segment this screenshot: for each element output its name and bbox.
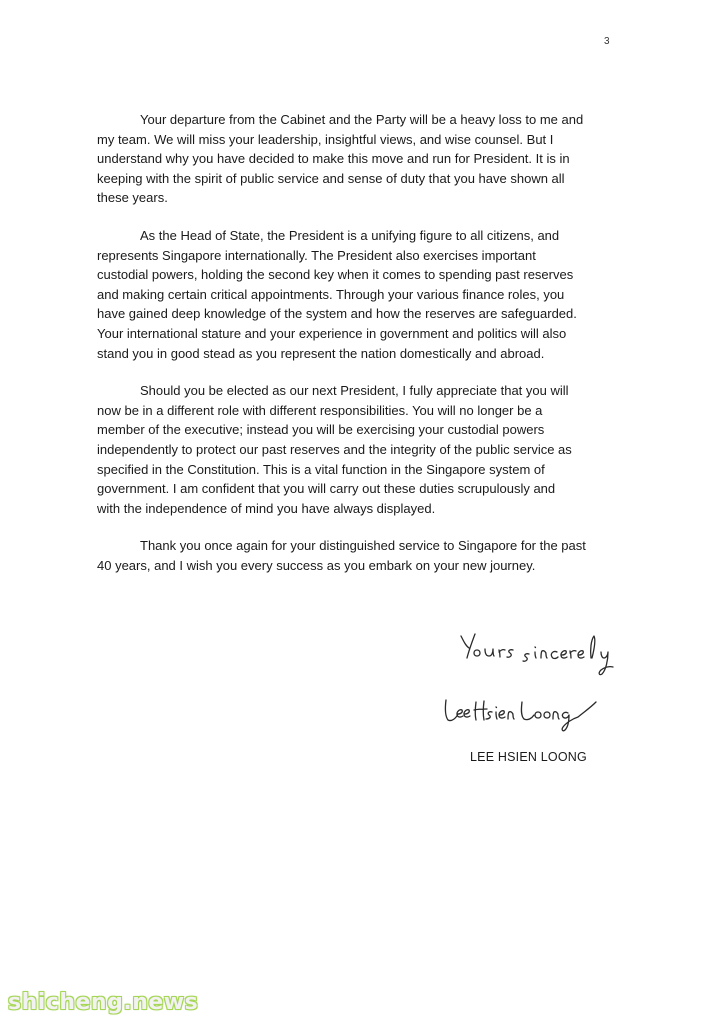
text-line: Your international stature and your experience in government and politics will also bbox=[97, 325, 567, 341]
handwritten-closing bbox=[455, 628, 635, 688]
text-line: Should you be elected as our next President, I fully appreciate that you will bbox=[140, 383, 569, 399]
text-line: my team. We will miss your leadership, insightful views, and wise counsel. But I bbox=[97, 131, 554, 147]
text-line: represents Singapore internationally. The President also exercises important bbox=[97, 247, 536, 263]
text-line: stand you in good stead as you represent the nation domestically and abroad. bbox=[97, 345, 545, 361]
text-line: member of the executive; instead you will be exercising your custodial powers bbox=[97, 422, 545, 438]
paragraph-departure bbox=[97, 110, 642, 208]
text-line: and making certain critical appointments. Through your various finance roles, you bbox=[97, 286, 565, 302]
page-number: 3 bbox=[604, 36, 610, 47]
site-watermark: shicheng.news bbox=[8, 990, 199, 1015]
text-line: custodial powers, holding the second key when it comes to spending past reserves bbox=[97, 267, 574, 283]
text-line: Thank you once again for your distinguished service to Singapore for the past bbox=[140, 538, 586, 554]
text-line: Your departure from the Cabinet and the Party will be a heavy loss to me and bbox=[140, 112, 584, 127]
text-line: government. I am confident that you will carry out these duties scrupulously and bbox=[97, 481, 556, 497]
text-line: with the independence of mind you have always displayed. bbox=[97, 500, 436, 516]
text-line: 40 years, and I wish you every success as you embark on your new journey. bbox=[97, 557, 536, 573]
text-line: independently to protect our past reserves and the integrity of the public service as bbox=[97, 441, 572, 457]
paragraph-head-of-state bbox=[97, 226, 642, 363]
text-line: now be in a different role with different responsibilities. You will no longer be a bbox=[97, 402, 543, 418]
text-line: have gained deep knowledge of the system and how the reserves are safeguarded. bbox=[97, 306, 577, 322]
text-line: As the Head of State, the President is a unifying figure to all citizens, and bbox=[140, 227, 560, 243]
handwritten-signature bbox=[440, 690, 610, 736]
signatory-name: LEE HSIEN LOONG bbox=[470, 750, 587, 764]
paragraph-elected bbox=[97, 381, 642, 518]
letter-body bbox=[97, 110, 642, 593]
paragraph-thanks bbox=[97, 536, 642, 575]
text-line: specified in the Constitution. This is a vital function in the Singapore system of bbox=[97, 461, 545, 477]
text-line: keeping with the spirit of public service and sense of duty that you have shown all bbox=[97, 170, 565, 186]
text-line: understand why you have decided to make this move and run for President. It is in bbox=[97, 151, 570, 167]
text-line: these years. bbox=[97, 190, 168, 206]
